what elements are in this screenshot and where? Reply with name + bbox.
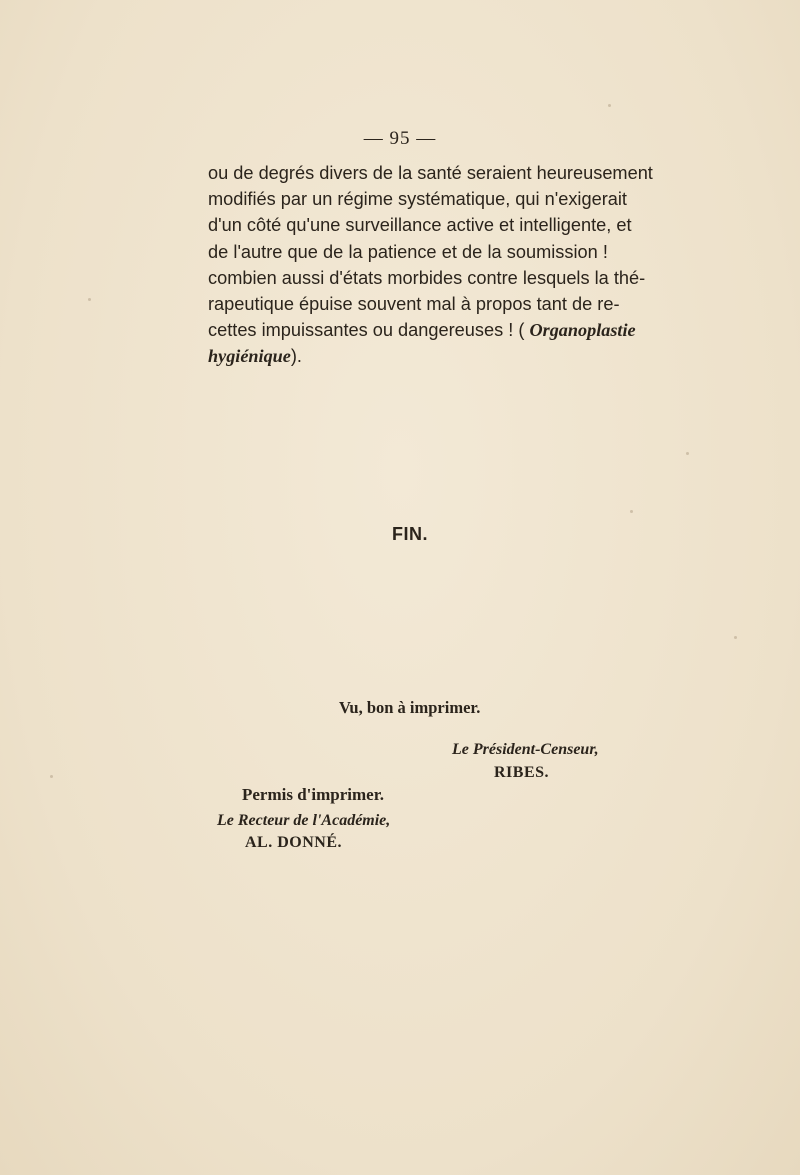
recteur-name: AL. DONNÉ. [245,834,343,851]
page-number: — 95 — [363,128,437,149]
body-line-with-citation [208,317,636,343]
body-line: ou de degrés divers de la santé seraient heureusement [208,163,653,183]
citation-close: ). [290,346,302,367]
paper-speck [50,775,53,778]
body-paragraph [208,160,653,370]
body-line-last [208,343,608,369]
censeur-name: RIBES. [494,764,550,781]
body-line: combien aussi d'états morbides contre lesquels la thé- [208,267,646,288]
paper-speck [88,298,91,301]
body-line: d'un côté qu'une surveillance active et intelligente, et [208,215,632,236]
body-line: modifiés par un régime systématique, qui n'exigerait [208,189,627,210]
body-line: cettes impuissantes ou dangereuses ! ( [208,320,530,341]
approval-vu: Vu, bon à imprimer. [339,698,481,717]
censeur-role: Le Président-Censeur, [452,741,599,758]
paper-speck [608,104,611,107]
body-line: rapeutique épuise souvent mal à propos tant de re- [208,294,620,315]
fin-marker: FIN. [392,524,428,544]
citation-title-part1: Organoplastie [529,320,636,341]
paper-speck [630,510,633,513]
body-line: de l'autre que de la patience et de la soumission ! [208,241,608,262]
citation-title-part2: hygiénique [208,346,291,367]
paper-speck [734,636,737,639]
permis-imprimer: Permis d'imprimer. [242,785,384,804]
recteur-role: Le Recteur de l'Académie, [217,812,391,829]
paper-speck [686,452,689,455]
